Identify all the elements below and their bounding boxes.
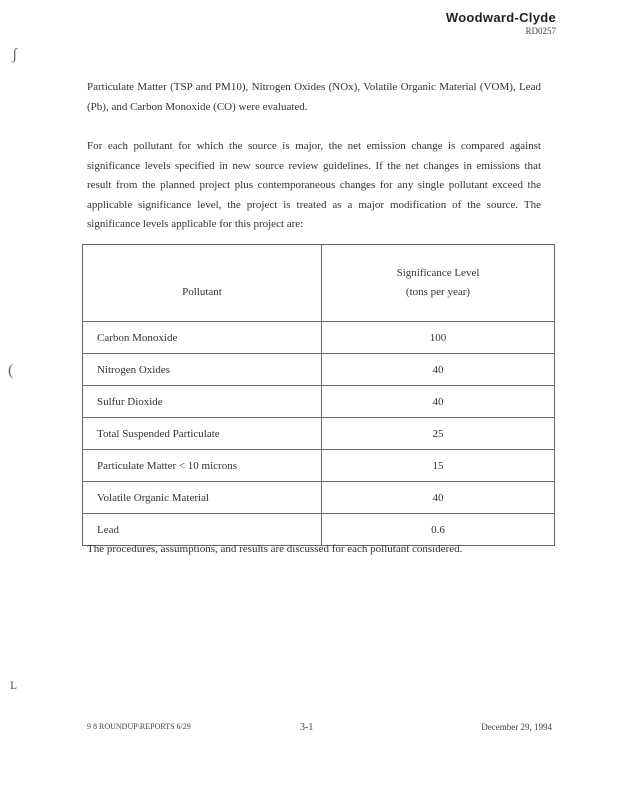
table-row <box>83 450 555 482</box>
document-code: RD0257 <box>525 26 556 36</box>
footer-file-reference: 9 8 ROUNDUP\REPORTS 6/29 <box>87 722 191 731</box>
level-cell: 40 <box>322 482 555 514</box>
intro-paragraph: Particulate Matter (TSP and PM10), Nitrogen Oxides (NOx), Volatile Organic Material (VOM), Lead (Pb), and Carbon Monoxide (CO) were evaluated. <box>87 81 541 113</box>
table-row <box>83 386 555 418</box>
table-row <box>83 418 555 450</box>
level-cell: 40 <box>322 386 555 418</box>
pollutant-cell: Carbon Monoxide <box>83 322 322 354</box>
pollutant-cell: Total Suspended Particulate <box>83 418 322 450</box>
pollutant-cell: Particulate Matter < 10 microns <box>83 450 322 482</box>
pollutant-cell: Nitrogen Oxides <box>83 354 322 386</box>
level-cell: 15 <box>322 450 555 482</box>
company-logo <box>446 10 556 36</box>
margin-mark: ʟ <box>10 676 17 693</box>
table-row <box>83 354 555 386</box>
company-name: Woodward-Clyde <box>445 10 556 25</box>
pollutant-cell: Volatile Organic Material <box>83 482 322 514</box>
pollutant-cell: Lead <box>83 514 322 546</box>
column-header-level-label: Significance Level <box>396 267 480 279</box>
level-cell: 100 <box>322 322 555 354</box>
margin-mark: ʃ <box>12 46 18 63</box>
margin-mark: ( <box>8 362 14 379</box>
column-header-pollutant: Pollutant <box>83 245 322 322</box>
column-header-significance <box>322 245 555 322</box>
closing-paragraph: The procedures, assumptions, and results are discussed for each pollutant considered. <box>87 543 463 555</box>
level-cell: 25 <box>322 418 555 450</box>
column-header-units: (tons per year) <box>405 286 471 298</box>
footer-date: December 29, 1994 <box>481 722 552 732</box>
table-row <box>83 482 555 514</box>
table-row <box>83 322 555 354</box>
table-header-row <box>83 245 555 322</box>
page-number: 3-1 <box>300 722 314 733</box>
pollutant-cell: Sulfur Dioxide <box>83 386 322 418</box>
method-paragraph: For each pollutant for which the source is major, the net emission change is compared against significance levels specified in new source review guidelines. If the net changes in emissions that result from the planned project plus contemporaneous changes for any single pollutant exceed the applicable significance level, the project is treated as a major modification of the source. The significance levels applicable for this project are: <box>87 140 541 230</box>
level-cell: 0.6 <box>322 514 555 546</box>
level-cell: 40 <box>322 354 555 386</box>
significance-table <box>82 244 555 546</box>
